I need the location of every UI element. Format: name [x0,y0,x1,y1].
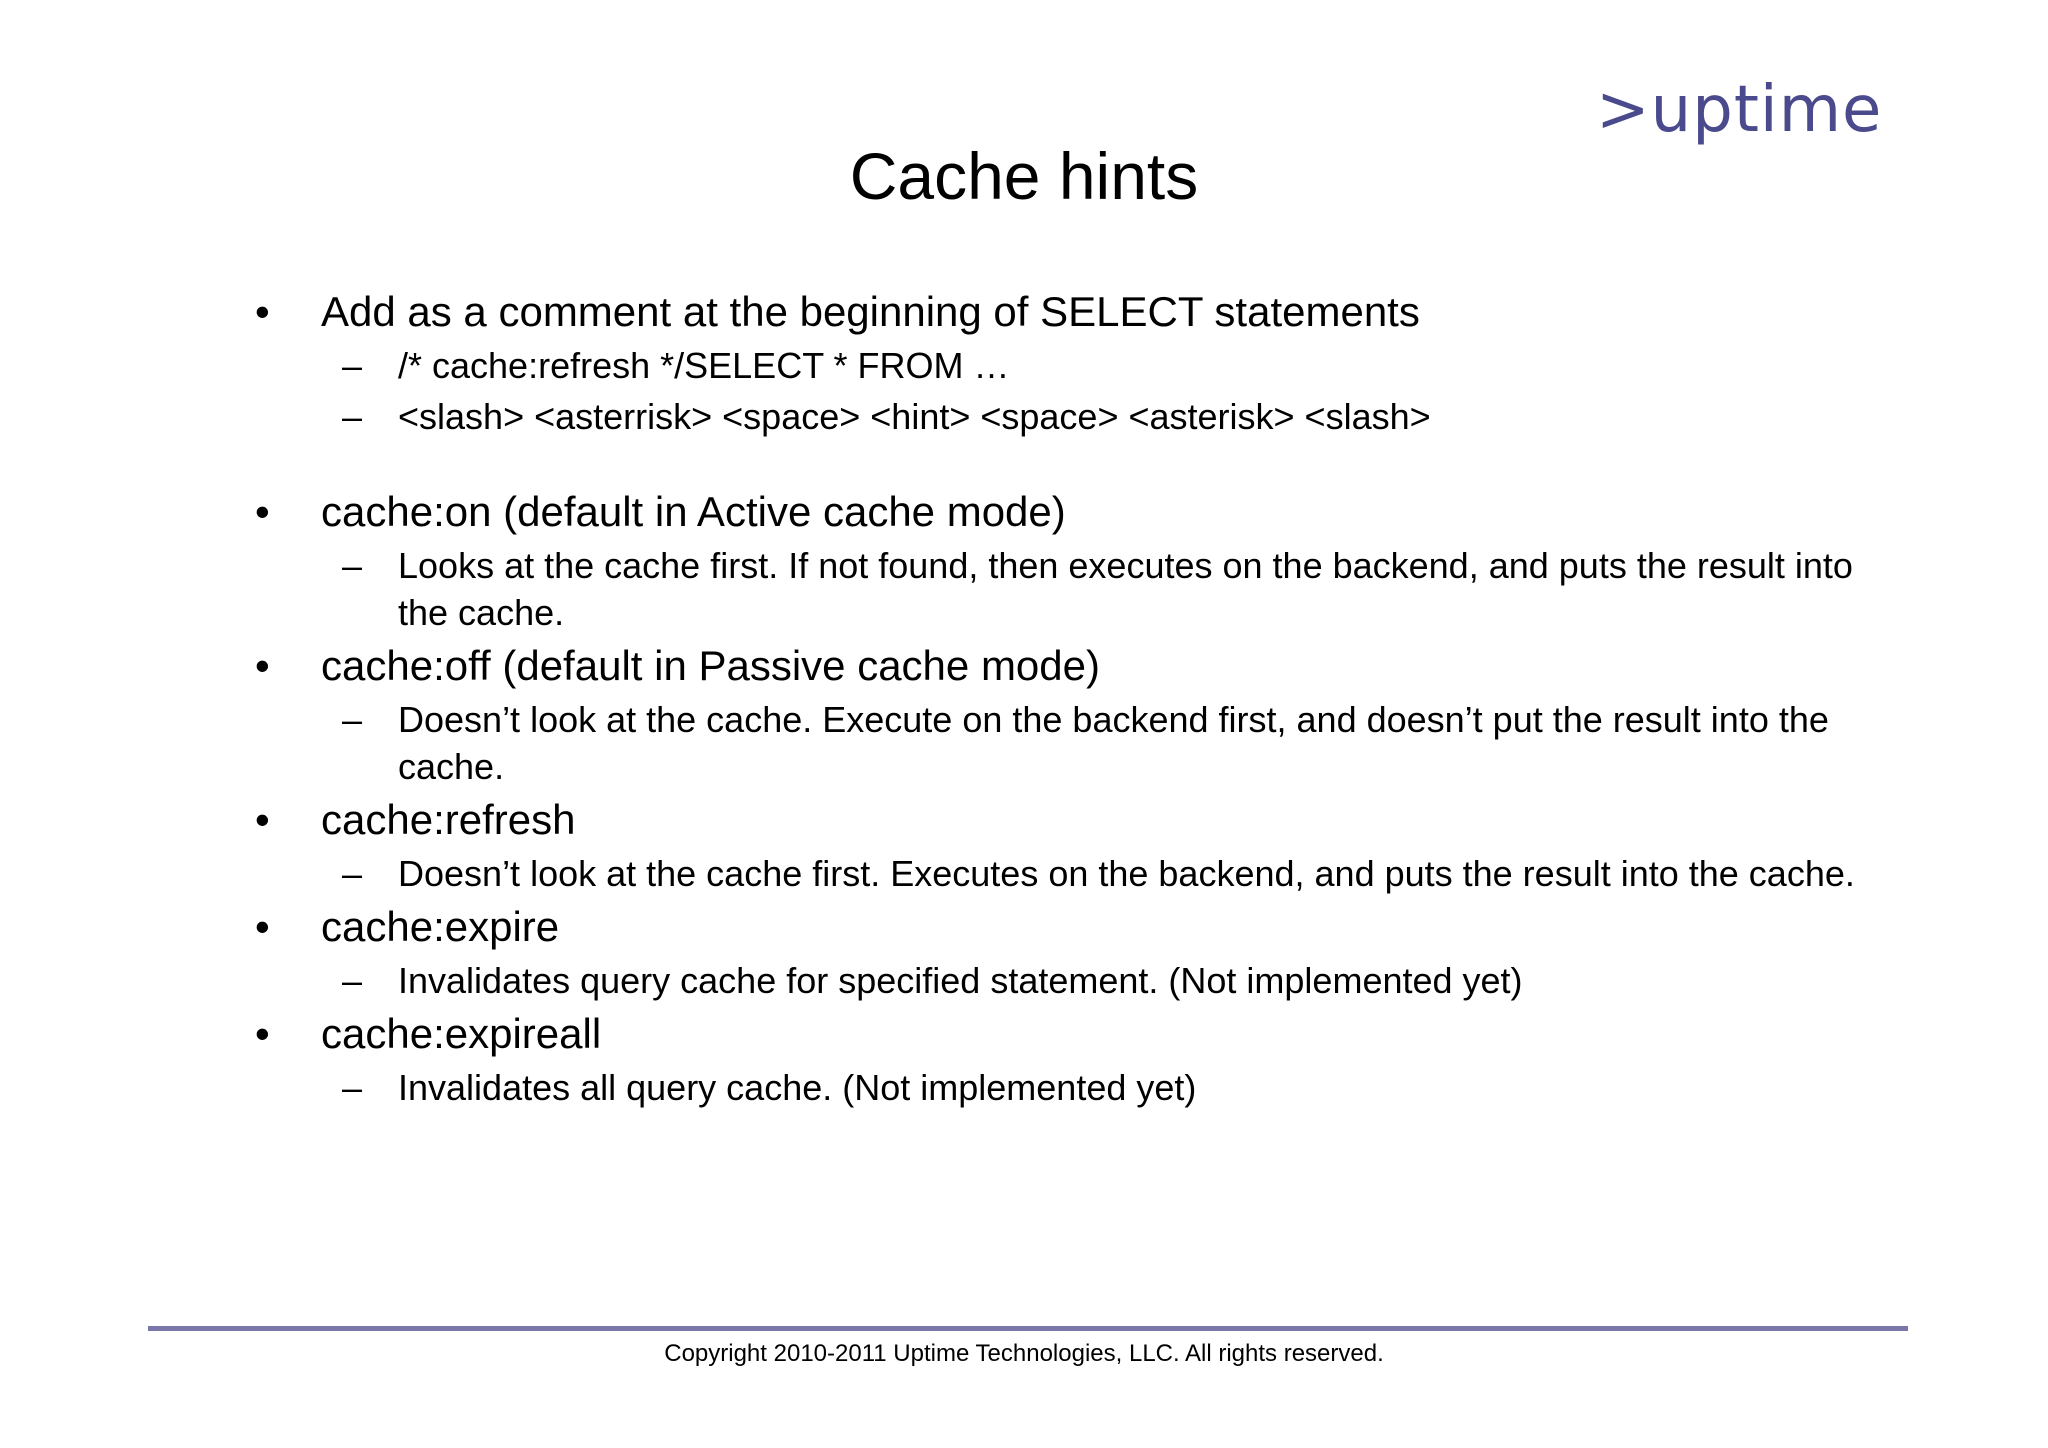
dash-icon: – [342,396,363,437]
sub-bullet-text: <slash> <asterrisk> <space> <hint> <space> <asterisk> <slash> [398,396,1431,437]
copyright-footer: Copyright 2010-2011 Uptime Technologies, LLC. All rights reserved. [664,1340,1384,1367]
sub-bullet-item [255,696,1855,790]
bullet-group [255,286,1855,440]
sub-bullet-item [255,342,1855,389]
dash-icon: – [342,699,363,740]
bullet-icon: • [255,488,270,535]
bullet-text: cache:on (default in Active cache mode) [321,488,1066,535]
uptime-logo [1596,73,1883,147]
sub-bullet-item [255,850,1855,897]
bullet-group [255,1008,1855,1111]
bullet-text: cache:refresh [321,796,576,843]
sub-bullet-item [255,1064,1855,1111]
sub-bullet-text: Doesn’t look at the cache. Execute on the backend first, and doesn’t put the result into the cache. [398,699,1829,787]
sub-bullet-text: /* cache:refresh */SELECT * FROM … [398,345,1010,386]
dash-icon: – [342,345,363,386]
bullet-item [255,486,1855,538]
bullet-list [255,282,1855,1115]
bullet-text: cache:off (default in Passive cache mode) [321,642,1100,689]
sub-bullet-text: Looks at the cache first. If not found, then executes on the backend, and puts the result into the cache. [398,545,1853,633]
bullet-group [255,794,1855,897]
logo-prefix: > [1596,73,1651,147]
sub-bullet-text: Invalidates all query cache. (Not implemented yet) [398,1067,1197,1108]
bullet-item [255,1008,1855,1060]
bullet-group [255,901,1855,1004]
bullet-item [255,286,1855,338]
bullet-group [255,486,1855,636]
bullet-item [255,901,1855,953]
sub-bullet-item [255,393,1855,440]
bullet-icon: • [255,796,270,843]
sub-bullet-text: Doesn’t look at the cache first. Executes on the backend, and puts the result into the cache. [398,853,1855,894]
sub-bullet-item [255,957,1855,1004]
bullet-item [255,640,1855,692]
bullet-icon: • [255,642,270,689]
dash-icon: – [342,545,363,586]
slide-title: Cache hints [849,139,1199,213]
bullet-item [255,794,1855,846]
bullet-icon: • [255,1010,270,1057]
bullet-icon: • [255,903,270,950]
bullet-icon: • [255,288,270,335]
footer-divider [148,1326,1908,1331]
dash-icon: – [342,853,363,894]
dash-icon: – [342,1067,363,1108]
sub-bullet-text: Invalidates query cache for specified statement. (Not implemented yet) [398,960,1523,1001]
bullet-text: Add as a comment at the beginning of SELECT statements [321,288,1420,335]
sub-bullet-item [255,542,1855,636]
bullet-text: cache:expireall [321,1010,602,1057]
logo-text: uptime [1650,73,1883,147]
bullet-text: cache:expire [321,903,560,950]
bullet-group [255,640,1855,790]
dash-icon: – [342,960,363,1001]
